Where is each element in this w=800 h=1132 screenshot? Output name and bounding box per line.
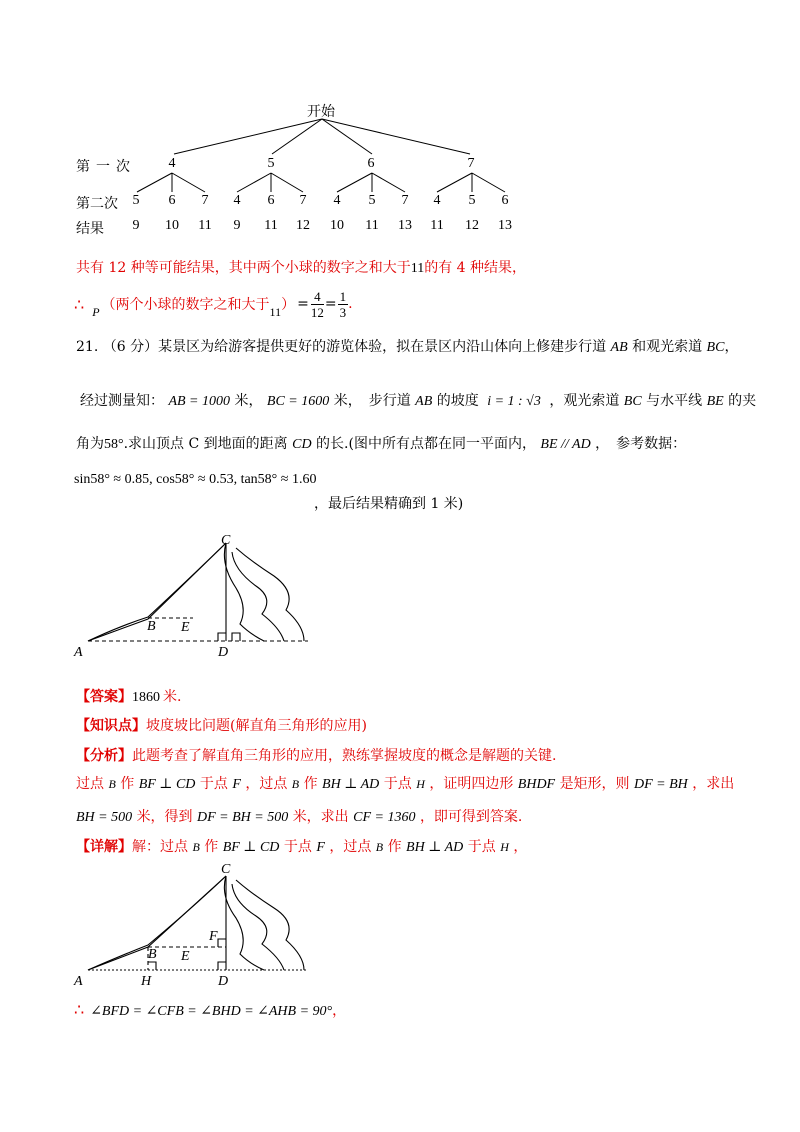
analysis-text: ，即可得到答案. [419,809,523,825]
period: . [348,296,353,312]
first-draw-node: 5 [267,156,275,171]
detail-tag: 【详解】 [76,839,132,855]
detail-text: 解：过点 [132,839,188,855]
reference-data: sin58° ≈ 0.85, cos58° ≈ 0.53, tan58° ≈ 1.60 [74,472,317,487]
question-text: 和观光索道 [632,339,703,355]
mountain-figure-1 [60,530,340,665]
question-text: 与水平线 [646,393,703,409]
summary-text-a: 共有 12 种等可能结果，其中两个小球的数字之和大于 [76,260,411,276]
question-text: 米， [234,393,263,409]
question-text: 米， 步行道 [333,393,411,409]
analysis-tag: 【分析】 [76,748,132,764]
bf-perp-cd: BF ⊥ CD [138,777,196,792]
answer-tag: 【答案】 [76,689,132,705]
probability-line [74,284,353,324]
fraction-4-12 [311,289,324,320]
question-number: 21. [76,339,99,355]
segment-cd: CD [292,437,312,452]
bh-value: BH = 500 [76,810,133,825]
summary-number: 11 [410,261,425,276]
cf-value: CF = 1360 [353,810,416,825]
label-a: A [74,645,83,660]
analysis-text: 此题考查了解直角三角形的应用，熟练掌握坡度的概念是解题的关键. [132,748,557,764]
analysis-text: 是矩形，则 [559,776,630,792]
analysis-text: ，过点 [245,776,288,792]
point-b: B [291,777,300,791]
point-b: B [192,840,200,854]
analysis-text: 过点 [76,776,104,792]
slope-ratio: i = 1 : √3 [487,394,541,409]
detail-text: ，过点 [329,839,372,855]
label-h: H [141,974,152,989]
second-draw-node: 4 [233,193,241,208]
analysis-text: ，求出 [692,776,735,792]
second-draw-node: 5 [368,193,376,208]
bf-perp-cd: BF ⊥ CD [222,840,280,855]
result-value: 11 [365,218,379,233]
analysis-text: 作 [303,776,318,792]
row-label-first: 第一次 [76,159,136,175]
question-text: .求山顶点 C 到地面的距离 [123,436,288,452]
result-value: 13 [498,218,512,233]
probability-sub: 11 [269,304,282,319]
second-draw-node: 4 [433,193,441,208]
question-text: 的夹 [728,393,757,409]
label-c: C [221,862,231,877]
analysis-line [76,745,556,765]
therefore-symbol: ∴ [74,1000,85,1019]
question-text: 角为 [76,436,104,452]
rectangle-bhdf: BHDF [517,777,556,792]
df-value: DF = BH = 500 [197,810,289,825]
point-h: H [500,840,509,854]
segment-be: BE [706,394,724,409]
tree-root: 开始 [307,104,335,120]
knowledge-point-text: 坡度坡比问题(解直角三角形的应用) [146,718,367,734]
result-value: 9 [233,218,241,233]
detail-text: 作 [387,839,402,855]
bh-perp-ad: BH ⊥ AD [322,777,380,792]
point-f: F [232,777,241,792]
point-b: B [375,840,384,854]
analysis-text: ，证明四边形 [429,776,514,792]
row-label-result: 结果 [76,221,104,237]
analysis-text: 于点 [383,776,412,792]
fraction-num: 1 [339,288,347,304]
knowledge-point-tag: 【知识点】 [76,718,146,734]
analysis-line-3 [76,806,522,826]
result-value: 12 [296,218,310,233]
answer-value: 1860 [132,690,160,705]
label-a: A [74,974,83,989]
question-text: （6 分）某景区为给游客提供更好的游览体验，拟在景区内沿山体向上修建步行道 [102,339,607,355]
question-text: ，观光索道 [549,393,620,409]
result-value: 10 [330,218,344,233]
result-value: 10 [165,218,179,233]
label-c: C [221,533,231,548]
fraction-num: 4 [311,289,324,305]
comma: ， [332,1003,347,1019]
detail-text: ， [513,839,528,855]
second-draw-node: 4 [333,193,341,208]
label-b: B [148,947,157,962]
detail-text: 于点 [283,839,312,855]
angle-equation: ∠BFD = ∠CFB = ∠BHD = ∠AHB = 90° [90,1004,333,1019]
df-equals-bh: DF = BH [634,777,688,792]
bc-length: BC = 1600 [266,394,330,409]
question-text: 的坡度 [436,393,479,409]
analysis-text: 米，求出 [292,809,349,825]
first-draw-node: 7 [467,156,475,171]
analysis-line-2 [76,773,734,793]
question-text: ， 参考数据： [595,436,687,452]
question-21-line-2 [80,390,756,410]
result-value: 11 [198,218,212,233]
label-f: F [209,929,218,944]
segment-bc: BC [706,340,725,355]
second-draw-node: 7 [299,193,307,208]
question-21-line-3 [76,433,686,453]
fraction-den: 3 [339,304,347,320]
ab-length: AB = 1000 [168,394,231,409]
question-text: 的长.(图中所有点都在同一平面内， [316,436,536,452]
analysis-text: 于点 [199,776,228,792]
bh-perp-ad: BH ⊥ AD [406,840,464,855]
summary-text-b: 的有 4 种结果， [424,260,527,276]
probability-close: ） [281,297,296,313]
first-draw-node: 6 [367,156,375,171]
second-draw-node: 5 [132,193,140,208]
answer-line [76,686,181,706]
detail-text: 于点 [467,839,496,855]
label-e: E [181,949,190,964]
probability-condition: （两个小球的数字之和大于 [101,297,270,313]
result-value: 12 [465,218,479,233]
therefore-symbol: ∴ [74,294,85,314]
analysis-text: 米，得到 [136,809,193,825]
second-draw-node: 6 [267,193,275,208]
label-d: D [218,645,229,660]
equals-sign: = [297,296,309,312]
knowledge-point-line [76,715,367,735]
point-h: H [416,777,425,791]
first-draw-node: 4 [168,156,176,171]
segment-ab: AB [415,394,433,409]
answer-unit: 米. [163,689,182,705]
parallel-be-ad: BE // AD [540,437,591,452]
question-text: 经过测量知： [80,393,164,409]
result-value: 9 [132,218,140,233]
segment-ab: AB [610,340,628,355]
result-value: 11 [264,218,278,233]
label-b: B [147,619,156,634]
row-label-second: 第二次 [76,196,118,212]
second-draw-node: 7 [201,193,209,208]
solution-summary [76,257,526,277]
result-value: 11 [430,218,444,233]
point-f: F [316,840,325,855]
equals-sign: = [324,296,337,312]
detail-line [76,836,527,856]
label-e: E [181,620,190,635]
fraction-1-3 [338,289,349,320]
segment-bc: BC [623,394,642,409]
rounding-note: ，最后结果精确到 1 米) [314,496,464,512]
question-21-line-1 [76,336,738,356]
second-draw-node: 7 [401,193,409,208]
second-draw-node: 6 [168,193,176,208]
mountain-figure-2 [60,858,340,988]
probability-p: P [92,304,100,319]
point-b: B [108,777,116,791]
question-text: ， [724,339,739,355]
analysis-text: 作 [120,776,135,792]
detail-text: 作 [204,839,219,855]
fraction-den: 12 [310,304,324,320]
second-draw-node: 5 [468,193,476,208]
angle-58: 58° [104,437,124,452]
final-angle-equation [74,1000,346,1020]
second-draw-node: 6 [501,193,509,208]
result-value: 13 [398,218,412,233]
label-d: D [218,974,229,989]
